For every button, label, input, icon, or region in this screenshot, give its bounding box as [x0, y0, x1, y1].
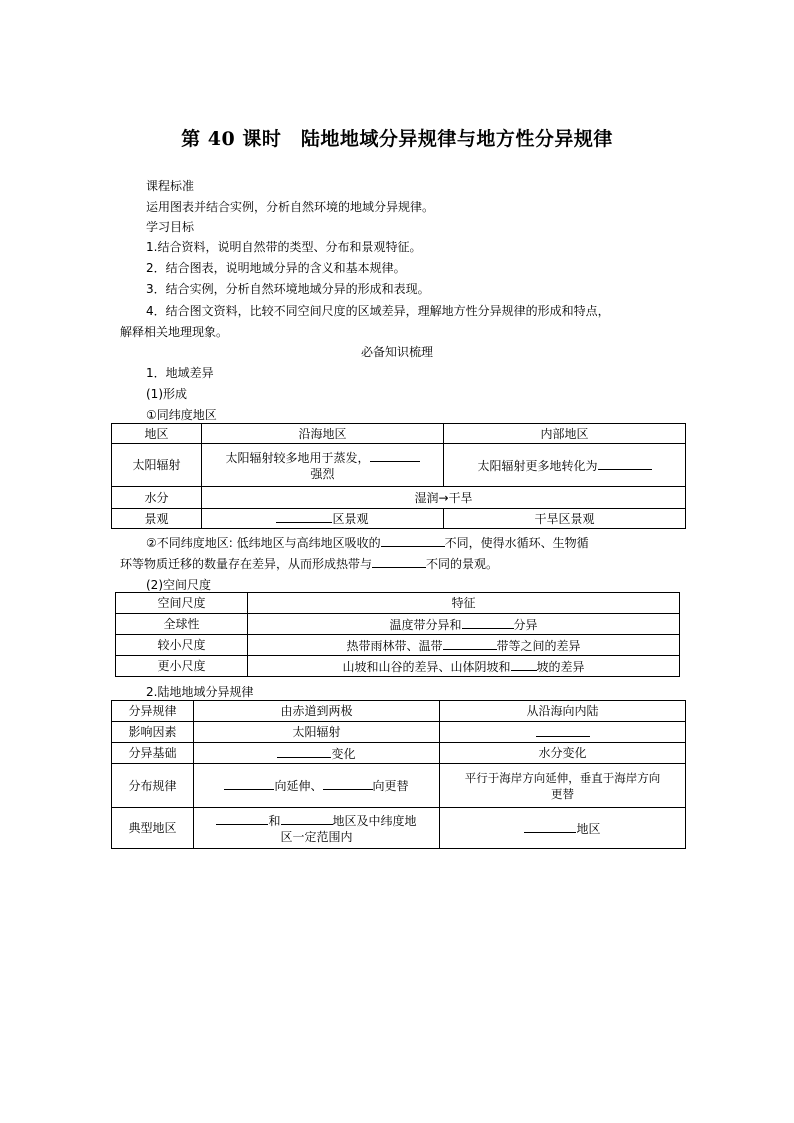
- factor-cell: [440, 722, 686, 743]
- coast-landscape-cell: [202, 509, 444, 529]
- basis-cell: [194, 743, 440, 764]
- feature-text: 分异: [513, 617, 538, 632]
- feature-text: 热带雨林带、温带: [346, 638, 443, 653]
- objective-item: 3．结合实例，分析自然环境地域分异的形成和表现。: [146, 282, 430, 296]
- differentiation-rules-heading: 2.陆地地域分异规律: [146, 685, 254, 699]
- fill-blank[interactable]: [524, 820, 576, 833]
- course-standard-text: 运用图表并结合实例，分析自然环境的地域分异规律。: [146, 200, 435, 214]
- header-cell: 从沿海向内陆: [440, 701, 686, 722]
- feature-text: 温度带分异和: [389, 617, 462, 632]
- fill-blank[interactable]: [381, 534, 445, 547]
- header-cell: 特征: [248, 593, 680, 614]
- spatial-scale-table: [115, 592, 680, 677]
- row-label: 影响因素: [112, 722, 194, 743]
- fill-blank[interactable]: [372, 555, 426, 568]
- objective-item: 2．结合图表，说明地域分异的含义和基本规律。: [146, 261, 406, 275]
- moisture-cell: 湿润→干旱: [202, 487, 686, 509]
- header-cell: 由赤道到两极: [194, 701, 440, 722]
- header-cell: 空间尺度: [116, 593, 248, 614]
- row-label: 全球性: [116, 614, 248, 635]
- fill-blank[interactable]: [323, 777, 373, 790]
- inland-radiation-text: 太阳辐射更多地转化为: [477, 458, 598, 473]
- typical-cell: [194, 808, 440, 849]
- coast-radiation-cell: [202, 444, 444, 487]
- feature-text: 坡的差异: [536, 659, 585, 674]
- distribution-cell: [194, 764, 440, 808]
- row-label: 分异基础: [112, 743, 194, 764]
- typical-text: 地区及中纬度地: [332, 813, 417, 828]
- fill-blank[interactable]: [281, 812, 333, 825]
- feature-text: 山坡和山谷的差异、山体阴坡和: [342, 659, 511, 674]
- fill-blank[interactable]: [370, 449, 420, 462]
- fill-blank[interactable]: [536, 724, 590, 737]
- coast-radiation-text: 太阳辐射较多地用于蒸发，: [225, 450, 370, 465]
- fill-blank[interactable]: [511, 658, 537, 671]
- latitude-text-d: 不同的景观。: [426, 557, 499, 571]
- feature-cell: [248, 614, 680, 635]
- row-label: 典型地区: [112, 808, 194, 849]
- typical-line: [198, 812, 435, 829]
- typical-cell: [440, 808, 686, 849]
- basis-cell: 水分变化: [440, 743, 686, 764]
- page-title: 第 40 课时 陆地地域分异规律与地方性分异规律: [181, 128, 613, 150]
- row-label: 水分: [112, 487, 202, 509]
- latitude-text-c: 环等物质迁移的数量存在差异，从而形成热带与: [120, 557, 373, 571]
- latitude-text-b: 不同，使得水循环、生物循: [444, 536, 589, 550]
- distribution-cell: [440, 764, 686, 808]
- fill-blank[interactable]: [443, 637, 497, 650]
- fill-blank[interactable]: [224, 777, 274, 790]
- inland-radiation-cell: [444, 444, 686, 487]
- objective-item-continued: 解释相关地理现象。: [120, 325, 229, 339]
- objective-item: 4．结合图文资料，比较不同空间尺度的区域差异，理解地方性分异规律的形成和特点，: [146, 304, 610, 318]
- header-cell: 沿海地区: [202, 424, 444, 444]
- objectives-heading: 学习目标: [146, 220, 195, 234]
- row-label: 太阳辐射: [112, 444, 202, 487]
- same-latitude-subheading: ①同纬度地区: [146, 408, 217, 422]
- header-cell: 内部地区: [444, 424, 686, 444]
- section-heading: 必备知识梳理: [360, 345, 433, 359]
- regional-difference-heading: 1．地域差异: [146, 366, 214, 380]
- typical-text: 地区: [576, 821, 601, 836]
- spatial-scale-subheading: (2)空间尺度: [146, 578, 211, 592]
- distribution-text: 更替: [551, 786, 574, 801]
- latitude-paragraph-line1: [146, 534, 589, 552]
- typical-text: 区一定范围内: [280, 829, 353, 844]
- typical-text: 和: [268, 813, 281, 828]
- formation-subheading: (1)形成: [146, 387, 187, 401]
- latitude-text-a: ②不同纬度地区: 低纬地区与高纬地区吸收的: [146, 536, 381, 550]
- row-label: 分布规律: [112, 764, 194, 808]
- fill-blank[interactable]: [598, 457, 652, 470]
- feature-cell: [248, 635, 680, 656]
- objective-item: 1.结合资料，说明自然带的类型、分布和景观特征。: [146, 240, 422, 254]
- row-label: 较小尺度: [116, 635, 248, 656]
- fill-blank[interactable]: [276, 510, 332, 523]
- coast-radiation-continued: 强烈: [310, 466, 335, 481]
- header-cell: 分异规律: [112, 701, 194, 722]
- feature-text: 带等之间的差异: [496, 638, 581, 653]
- same-latitude-table: [111, 423, 686, 529]
- course-standard-heading: 课程标准: [146, 179, 195, 193]
- fill-blank[interactable]: [216, 812, 268, 825]
- distribution-text: 向更替: [372, 779, 409, 793]
- coast-landscape-text: 区景观: [332, 512, 369, 526]
- header-cell: 地区: [112, 424, 202, 444]
- distribution-text: 平行于海岸方向延伸，垂直于海岸方向: [464, 770, 661, 785]
- row-label: 景观: [112, 509, 202, 529]
- feature-cell: [248, 656, 680, 677]
- fill-blank[interactable]: [462, 616, 514, 629]
- row-label: 更小尺度: [116, 656, 248, 677]
- distribution-text: 向延伸、: [274, 779, 323, 793]
- inland-landscape-cell: 干旱区景观: [444, 509, 686, 529]
- factor-cell: 太阳辐射: [194, 722, 440, 743]
- latitude-paragraph-line2: [120, 555, 498, 573]
- fill-blank[interactable]: [277, 745, 331, 758]
- coast-radiation-line: [206, 449, 439, 466]
- differentiation-rules-table: [111, 700, 686, 849]
- basis-text: 变化: [331, 746, 356, 761]
